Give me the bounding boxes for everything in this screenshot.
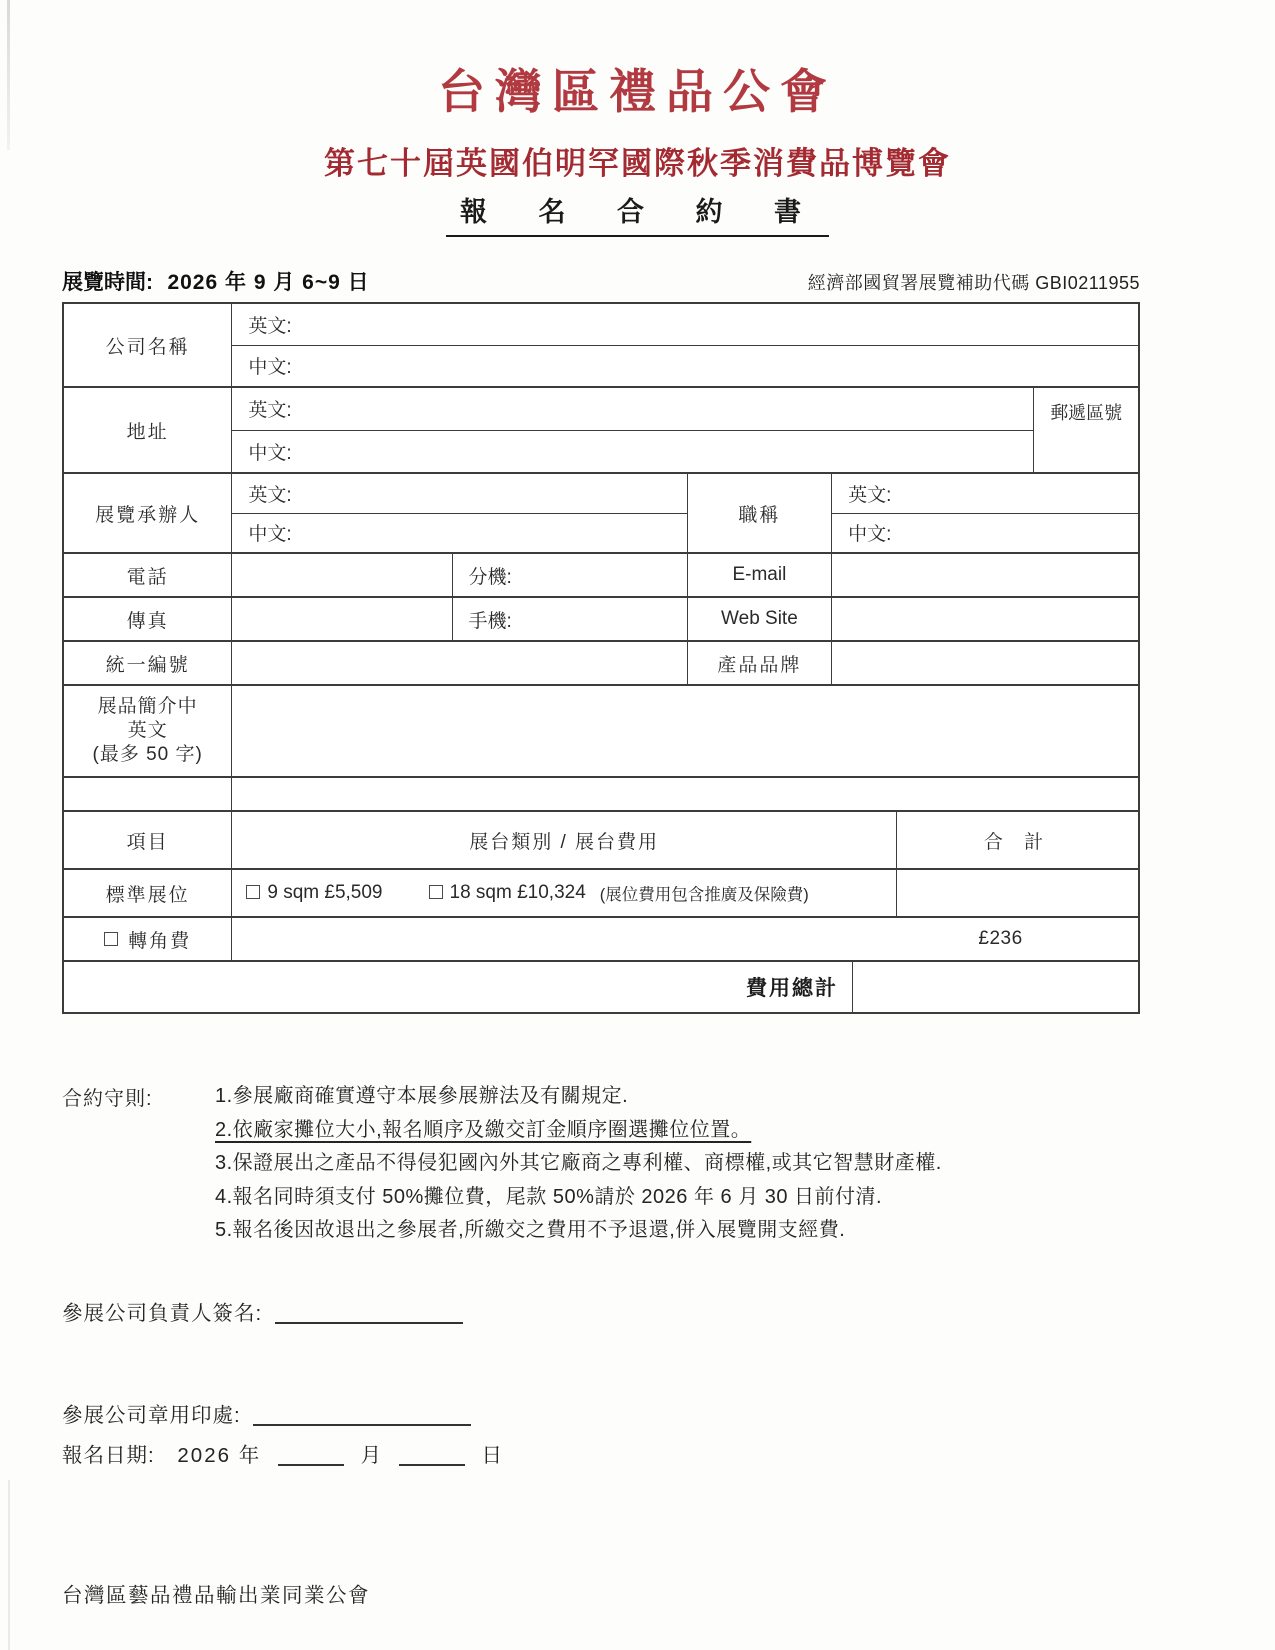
chinese-sublabel: 中文: [848,524,892,546]
product-brand-field[interactable] [831,642,1138,684]
phone-field[interactable] [231,554,451,596]
extension-label: 分機: [468,566,512,588]
table-row [64,598,1138,642]
table-row [64,474,1138,554]
contract-rule-4: 4.報名同時須支付 50%攤位費，尾款 50%請於 2026 年 6 月 30 日前付清. [215,1185,883,1208]
standard-booth-label: 標準展位 [105,884,190,906]
subsidy-code: 經濟部國貿署展覽補助代碼 GBI0211955 [807,273,1140,293]
checkbox-18sqm[interactable] [429,885,443,899]
company-name-fields [231,304,1138,386]
email-label: E-mail [687,554,831,596]
contract-rule-2: 2.依廠家攤位大小,報名順序及繳交訂金順序圈選攤位位置。 [215,1118,752,1141]
contract-rule-1: 1.參展廠商確實遵守本展參展辦法及有關規定. [215,1085,629,1107]
standard-booth-total-field[interactable] [896,870,1138,916]
total-header: 合 計 [896,812,1138,868]
table-row [64,812,1138,870]
table-row [64,962,1138,1012]
product-intro-field[interactable] [231,686,1138,776]
table-row [64,642,1138,686]
contract-rule-3: 3.保證展出之產品不得侵犯國內外其它廠商之專利權、商標權,或其它智慧財產權. [215,1152,942,1174]
organization-title: 台灣區禮品公會 [438,65,837,118]
grand-total-label: 費用總計 [746,977,839,1000]
contract-rule-5: 5.報名後因故退出之參展者,所繳交之費用不予退還,併入展覽開支經費. [215,1219,846,1241]
job-title-fields [831,474,1138,552]
email-field[interactable] [831,554,1138,596]
table-row [64,870,1138,918]
scan-artifact [8,1480,10,1650]
booth-option-18sqm-label: 18 sqm £10,324 [449,882,586,903]
fax-field[interactable] [231,598,451,640]
booth-type-header: 展台類別 / 展台費用 [231,812,896,868]
contact-english-field[interactable] [232,474,686,514]
product-brand-label: 產品品牌 [687,642,831,684]
company-name-label: 公司名稱 [105,336,190,358]
chinese-sublabel: 中文: [248,442,292,464]
extension-field[interactable] [452,554,687,596]
contract-rules-section [62,1080,1162,1248]
job-title-label: 職稱 [687,474,831,552]
rules-list [215,1080,1162,1248]
footer-association: 台灣區藝品禮品輸出業同業公會 [62,1584,370,1607]
mobile-label: 手機: [468,610,512,632]
registration-date-label: 報名日期: [62,1444,155,1467]
corner-fee-label: 轉角費 [128,930,192,952]
job-title-english-field[interactable] [832,474,1138,514]
grand-total-field[interactable] [852,962,1138,1012]
table-row [64,554,1138,598]
address-fields [231,388,1033,472]
responsible-signature-line [62,1296,463,1326]
checkbox-9sqm[interactable] [246,885,260,899]
table-row [64,778,1138,812]
contact-person-fields [231,474,686,552]
corner-fee-value: £236 [978,928,1023,949]
form-title-wrap [0,190,1275,237]
rules-heading: 合約守則: [62,1088,153,1110]
registration-day-field[interactable] [399,1446,465,1467]
day-suffix: 日 [481,1444,504,1467]
postal-code-label: 郵遞區號 [1050,403,1123,423]
website-label: Web Site [687,598,831,640]
exhibition-time-label: 展覽時間: [62,271,153,294]
corner-fee-field[interactable] [231,918,1138,960]
registration-form-table [62,302,1140,1014]
table-row [64,918,1138,962]
company-name-english-field[interactable] [232,304,1138,346]
address-chinese-field[interactable] [232,431,1033,473]
mobile-field[interactable] [452,598,687,640]
postal-code-field[interactable] [1033,388,1138,472]
booth-option-9sqm [246,882,382,904]
job-title-chinese-field[interactable] [832,514,1138,553]
company-name-chinese-field[interactable] [232,346,1138,387]
event-title: 第七十屆英國伯明罕國際秋季消費品博覽會 [324,146,951,181]
fax-label: 傳真 [126,610,169,632]
responsible-sign-label: 參展公司負責人簽名: [62,1302,263,1325]
product-intro-label [64,686,231,776]
website-field[interactable] [831,598,1138,640]
product-intro-label-line2: 英文 [127,720,168,741]
registration-date-line [62,1438,503,1468]
empty-field-cell[interactable] [231,778,1138,810]
address-label: 地址 [126,421,169,443]
item-header: 項目 [126,831,169,853]
contact-person-label: 展覽承辦人 [95,504,201,526]
fee-note: (展位費用包含推廣及保險費) [599,886,809,904]
phone-label: 電話 [126,566,169,588]
english-sublabel: 英文: [248,315,292,337]
registration-date-year: 2026 年 [177,1444,262,1467]
month-suffix: 月 [360,1444,383,1467]
booth-option-18sqm [429,882,586,904]
address-english-field[interactable] [232,388,1033,431]
product-intro-label-line1: 展品簡介中 [97,696,198,717]
tax-id-label: 統一編號 [105,654,190,676]
english-sublabel: 英文: [248,484,292,506]
company-seal-line [62,1398,471,1428]
exhibition-time-value: 2026 年 9 月 6~9 日 [167,271,370,294]
table-row [64,388,1138,474]
registration-month-field[interactable] [278,1446,344,1467]
product-intro-label-line3: (最多 50 字) [92,744,203,765]
form-title: 報 名 合 約 書 [446,190,829,237]
empty-label-cell [64,778,231,810]
checkbox-corner-fee[interactable] [104,932,118,946]
company-seal-field[interactable] [253,1406,471,1427]
contact-chinese-field[interactable] [232,514,686,553]
booth-option-9sqm-label: 9 sqm £5,509 [267,882,383,903]
table-row [64,686,1138,778]
table-row [64,304,1138,388]
chinese-sublabel: 中文: [248,524,292,546]
exhibition-time-line [62,266,1140,296]
tax-id-field[interactable] [231,642,686,684]
chinese-sublabel: 中文: [248,357,292,379]
responsible-signature-field[interactable] [275,1304,463,1325]
company-seal-label: 參展公司章用印處: [62,1404,241,1427]
corner-fee-label-cell [64,918,231,960]
english-sublabel: 英文: [248,400,292,422]
english-sublabel: 英文: [848,484,892,506]
booth-options-cell [231,870,896,916]
